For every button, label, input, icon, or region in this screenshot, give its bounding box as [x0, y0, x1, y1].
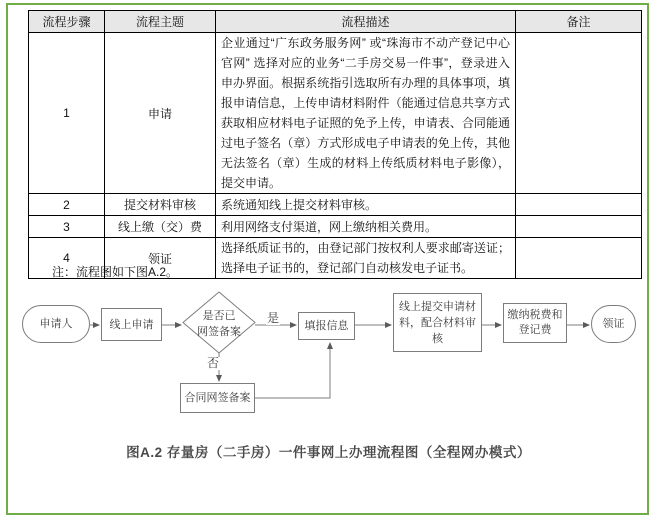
flow-node-online-apply: 线上申请 [101, 308, 162, 341]
table-row [29, 216, 642, 238]
flow-node-pay-fees: 缴纳税费和登记费 [503, 303, 567, 343]
cell-topic: 提交材料审核 [105, 194, 216, 216]
flow-node-fill-info: 填报信息 [298, 312, 355, 340]
flow-node-decision [183, 292, 255, 353]
cell-step: 4 [29, 238, 105, 279]
cell-desc: 利用网络支付渠道，网上缴纳相关费用。 [216, 216, 516, 238]
table-header-row [29, 11, 642, 33]
cell-desc: 系统通知线上提交材料审核。 [216, 194, 516, 216]
flow-node-receive-cert: 领证 [591, 305, 636, 343]
cell-topic: 领证 [105, 238, 216, 279]
cell-topic: 线上缴（交）费 [105, 216, 216, 238]
cell-step: 3 [29, 216, 105, 238]
figure-caption: 图A.2 存量房（二手房）一件事网上办理流程图（全程网办模式） [126, 445, 531, 460]
flowchart [0, 285, 657, 425]
cell-note [516, 194, 642, 216]
column-header-note: 备注 [516, 11, 642, 33]
cell-step: 2 [29, 194, 105, 216]
decision-text-line1: 是否已 [202, 309, 236, 322]
flow-node-applicant: 申请人 [22, 305, 90, 343]
decision-text-line2: 网签备案 [197, 325, 241, 338]
cell-topic: 申请 [105, 33, 216, 194]
table-row [29, 194, 642, 216]
cell-desc: 选择纸质证书的，由登记部门按权利人要求邮寄送证；选择电子证书的，登记部门自动核发电子证书。 [216, 238, 516, 279]
cell-step: 1 [29, 33, 105, 194]
cell-note [516, 238, 642, 279]
flow-label-yes: 是 [267, 311, 280, 325]
figure-note: 注：流程图如下图A.2。 [52, 265, 179, 279]
flow-node-submit-materials: 线上提交申请材料，配合材料审核 [393, 293, 482, 352]
column-header-step: 流程步骤 [29, 11, 105, 33]
table-row [29, 33, 642, 194]
column-header-topic: 流程主题 [105, 11, 216, 33]
flow-node-contract-filing: 合同网签备案 [180, 383, 255, 413]
column-header-desc: 流程描述 [216, 11, 516, 33]
cell-note [516, 216, 642, 238]
flow-label-no: 否 [207, 356, 220, 370]
process-table [28, 10, 642, 279]
cell-note [516, 33, 642, 194]
cell-desc: 企业通过“广东政务服务网” 或“珠海市不动产登记中心官网” 选择对应的业务“二手房交易一件事”，登录进入申办界面。根据系统指引选取所有办理的具体事项，填报申请信息，上传申请材料附件（能通过信息共享方式获取相应材料电子证照的免予上传，申请表、合同能通过电子签名（章）方式形成电子申请表的免上传，其他无法签名（章）生成的材料上传纸质材料电子影像），提交申请。 [216, 33, 516, 194]
